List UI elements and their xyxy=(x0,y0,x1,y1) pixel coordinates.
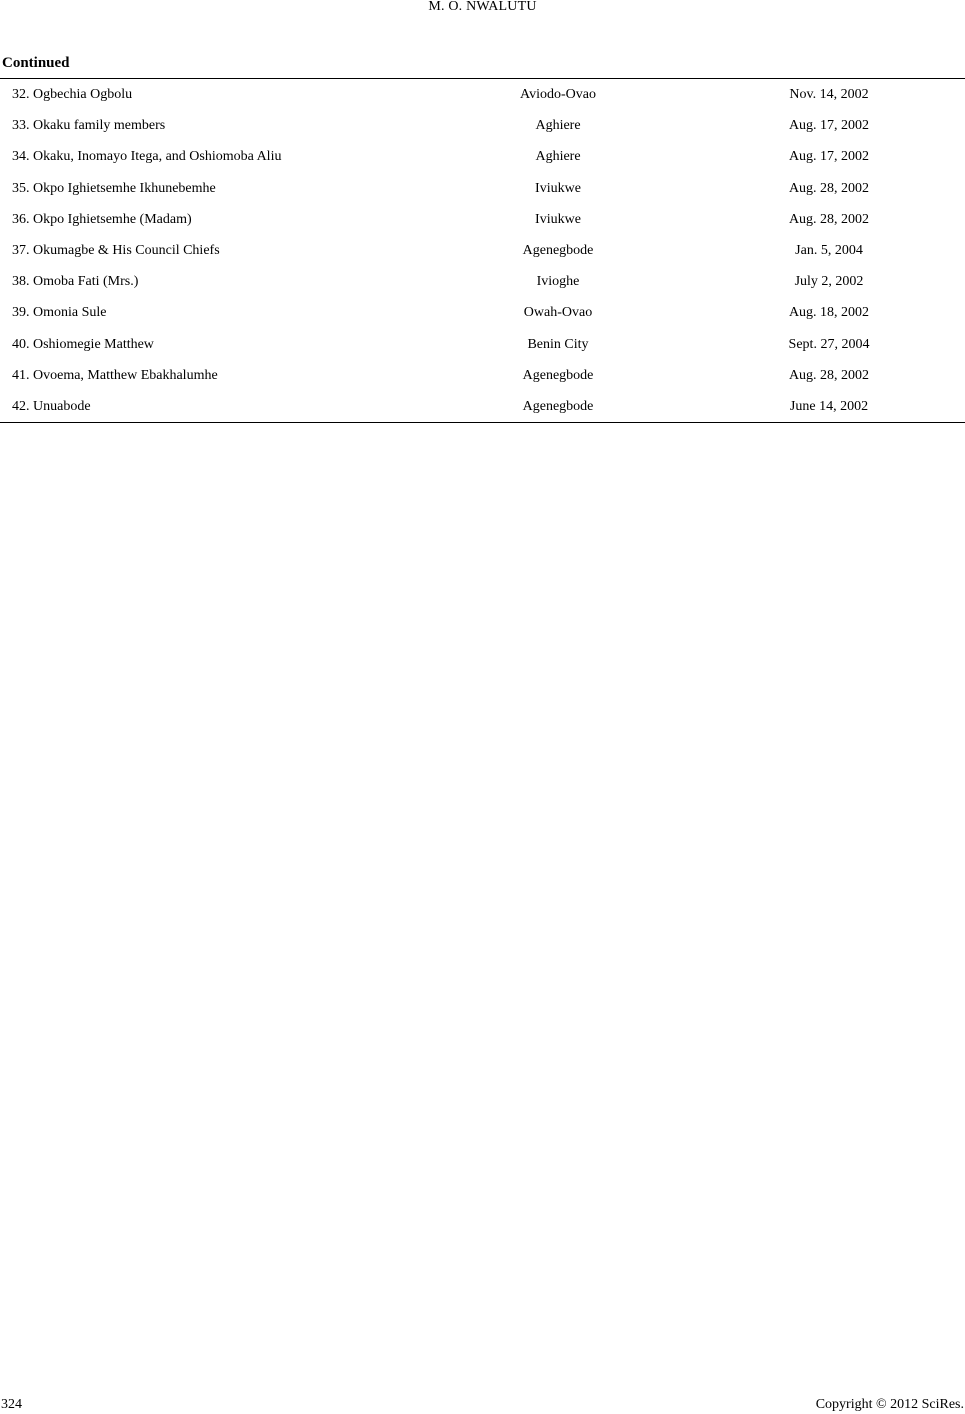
page-number: 324 xyxy=(1,1397,22,1412)
interview-place: Benin City xyxy=(527,336,589,352)
table-row xyxy=(0,205,965,236)
informant-name: 33. Okaku family members xyxy=(12,118,166,134)
interview-place: Iviukwe xyxy=(535,180,581,196)
informant-name: 37. Okumagbe & His Council Chiefs xyxy=(12,242,220,258)
interview-place: Ivioghe xyxy=(536,274,580,290)
table-row xyxy=(0,361,965,392)
informant-name: 36. Okpo Ighietsemhe (Madam) xyxy=(12,211,192,227)
table-row xyxy=(0,174,965,205)
informant-name: 35. Okpo Ighietsemhe Ikhunebemhe xyxy=(12,180,216,196)
informant-name: 39. Omonia Sule xyxy=(12,305,107,321)
interview-date: Aug. 17, 2002 xyxy=(788,118,870,134)
interview-place: Aviodo-Ovao xyxy=(520,87,596,102)
informant-name: 40. Oshiomegie Matthew xyxy=(12,336,154,352)
interview-date: Jan. 5, 2004 xyxy=(795,242,863,258)
table-bottom-rule xyxy=(0,422,965,423)
interview-place: Agenegbode xyxy=(522,367,594,383)
interview-place: Agenegbode xyxy=(522,398,594,414)
interview-date: June 14, 2002 xyxy=(789,398,869,414)
table-row xyxy=(0,392,965,423)
interview-place: Aghiere xyxy=(535,149,581,165)
table-row xyxy=(0,330,965,361)
table-row xyxy=(0,80,965,111)
interview-date: Aug. 17, 2002 xyxy=(788,149,870,165)
interview-date: Aug. 28, 2002 xyxy=(788,211,870,227)
interview-place: Owah-Ovao xyxy=(523,305,593,321)
interview-date: Sept. 27, 2004 xyxy=(788,336,870,352)
informant-name: 34. Okaku, Inomayo Itega, and Oshiomoba Aliu xyxy=(12,149,282,165)
interview-place: Iviukwe xyxy=(535,211,581,227)
informant-name: 32. Ogbechia Ogbolu xyxy=(12,87,133,102)
interview-place: Agenegbode xyxy=(522,242,594,258)
informant-name: 42. Unuabode xyxy=(12,398,91,414)
running-header: M. O. NWALUTU xyxy=(428,0,537,14)
interview-date: July 2, 2002 xyxy=(794,274,864,290)
table-caption: Continued xyxy=(2,55,70,71)
interview-place: Aghiere xyxy=(535,118,581,134)
interview-date: Aug. 28, 2002 xyxy=(788,367,870,383)
table-row xyxy=(0,267,965,298)
informant-name: 38. Omoba Fati (Mrs.) xyxy=(12,274,139,290)
interview-date: Nov. 14, 2002 xyxy=(789,87,869,102)
table-top-rule xyxy=(0,78,965,79)
table-row xyxy=(0,111,965,142)
table-row xyxy=(0,142,965,173)
table-row xyxy=(0,298,965,329)
interview-date: Aug. 18, 2002 xyxy=(788,305,870,321)
interview-date: Aug. 28, 2002 xyxy=(788,180,870,196)
table-row xyxy=(0,236,965,267)
informant-table xyxy=(0,80,965,423)
informant-name: 41. Ovoema, Matthew Ebakhalumhe xyxy=(12,367,218,383)
copyright-notice: Copyright © 2012 SciRes. xyxy=(815,1397,964,1412)
